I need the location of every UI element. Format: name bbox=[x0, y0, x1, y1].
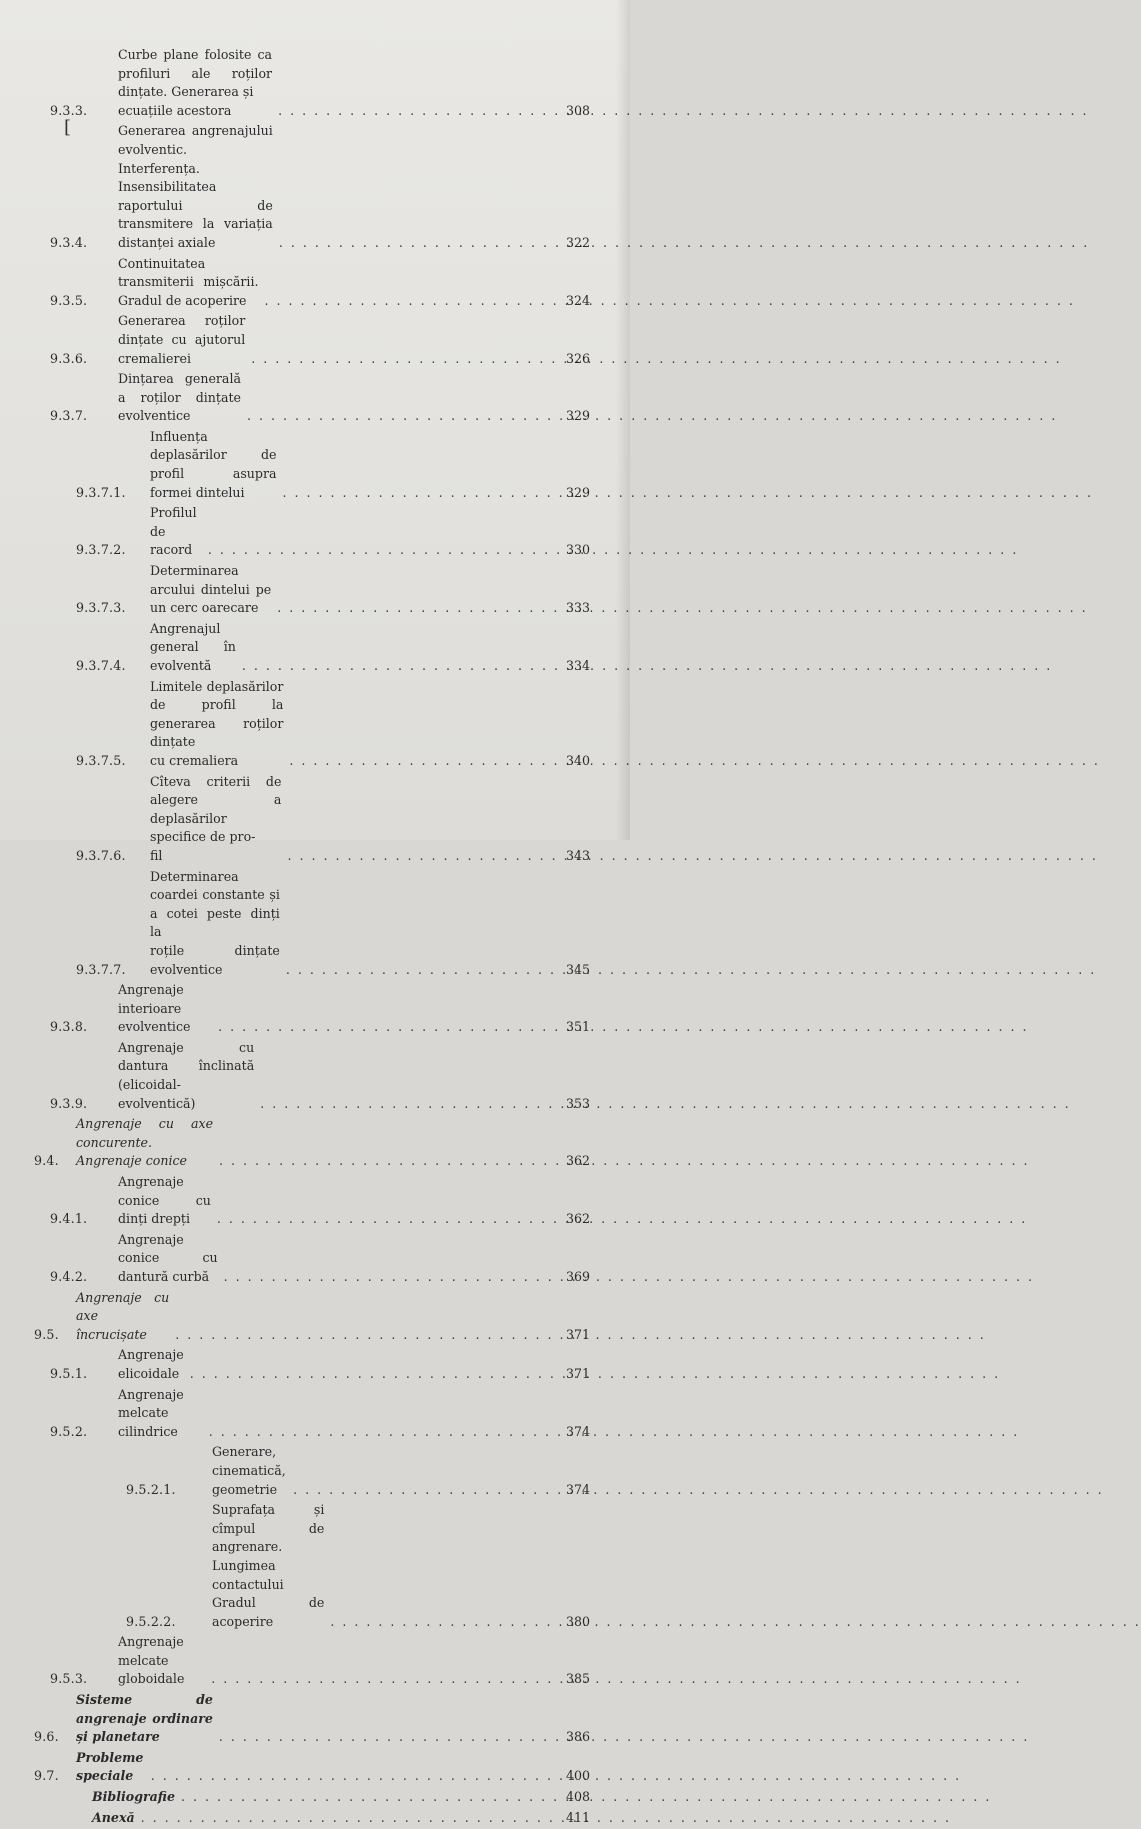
section-title: Angrenaje cu axe concurente. Angrenaje conice bbox=[76, 1116, 214, 1169]
toc-entry bbox=[0, 1173, 630, 1229]
section-title: Determinarea arcului dintelui pe un cerc oarecare bbox=[150, 563, 272, 616]
section-number: 9.7. bbox=[34, 1768, 59, 1784]
toc-entry bbox=[0, 1633, 630, 1689]
section-number: 9.3.7.7. bbox=[76, 961, 126, 977]
toc-entry bbox=[0, 1749, 630, 1786]
page-number: 374 bbox=[565, 1423, 590, 1439]
section-title: Angrenaje melcate globoidale bbox=[118, 1634, 185, 1687]
section-number: 9.5.3. bbox=[50, 1671, 88, 1687]
section-number: 9.6. bbox=[34, 1729, 59, 1745]
dot-leader bbox=[324, 1613, 582, 1632]
dot-leader bbox=[212, 1018, 582, 1037]
section-number: 9.5.2.1. bbox=[126, 1481, 176, 1497]
toc-entry bbox=[0, 504, 630, 560]
section-title: Angrenaje interioare evolventice bbox=[118, 982, 191, 1035]
section-number: 9.3.7.6. bbox=[76, 847, 126, 863]
section-number: 9.5.2. bbox=[50, 1423, 88, 1439]
section-number: 9.3.5. bbox=[50, 292, 88, 308]
page-number: 334 bbox=[565, 658, 590, 673]
toc-entry bbox=[0, 255, 630, 311]
dot-leader bbox=[254, 1095, 582, 1114]
dot-leader bbox=[245, 350, 582, 369]
toc-entry bbox=[0, 1346, 630, 1383]
dot-leader bbox=[135, 1809, 582, 1828]
section-title: Anexă bbox=[92, 1809, 135, 1825]
section-number: 9.3.7.4. bbox=[76, 658, 126, 673]
section-number: 9.3.4. bbox=[50, 234, 88, 250]
section-title: Angrenaje cu dantura înclinată (elicoidal-evolventică) bbox=[118, 1039, 255, 1111]
dot-leader bbox=[283, 752, 582, 771]
section-number: 9.3.8. bbox=[50, 1019, 88, 1035]
section-title: Angrenaje conice cu dinți drepți bbox=[118, 1174, 211, 1227]
section-title: Dințarea generală a roților dințate evolventice bbox=[118, 371, 241, 424]
section-number: 9.3.7. bbox=[50, 408, 88, 424]
section-title: Angrenaje elicoidale bbox=[118, 1347, 184, 1381]
section-number: 9.3.7.1. bbox=[76, 484, 126, 500]
page-number: 380 bbox=[565, 1613, 590, 1629]
section-number: 9.3.3. bbox=[50, 102, 88, 118]
toc-entry bbox=[0, 1691, 630, 1747]
toc-entry bbox=[0, 1289, 630, 1345]
section-number: 9.3.6. bbox=[50, 350, 88, 366]
section-number: 9.4.2. bbox=[50, 1269, 88, 1284]
section-number: 9.3.7.2. bbox=[76, 542, 126, 558]
page-number: 343 bbox=[565, 847, 590, 863]
section-title: Curbe plane folosite ca profiluri ale roților dințate. Generarea și ecuațiile acestora bbox=[118, 47, 273, 118]
page-number: 308 bbox=[565, 102, 590, 118]
section-title: Generarea angrenajului evolventic. Interferența. Insensibilitatea raportului de transmitere la variația distanței axiale bbox=[118, 123, 273, 250]
toc-entry bbox=[0, 868, 630, 980]
section-number: 9.4.1. bbox=[50, 1211, 88, 1227]
toc-entry bbox=[0, 678, 630, 771]
toc-entry bbox=[0, 1039, 630, 1113]
toc-entry bbox=[0, 773, 630, 866]
section-title: Cîteva criterii de alegere a deplasărilor specifice de pro- fil bbox=[150, 773, 282, 863]
page-number: 374 bbox=[565, 1481, 590, 1497]
toc-entry bbox=[0, 1231, 630, 1287]
dot-leader bbox=[281, 847, 582, 866]
page-number: 351 bbox=[565, 1019, 590, 1035]
dot-leader bbox=[175, 1788, 582, 1807]
section-title: Generare, cinematică, geometrie bbox=[212, 1444, 286, 1497]
page-number: 411 bbox=[565, 1809, 590, 1825]
page-number: 385 bbox=[565, 1671, 590, 1687]
section-number: 9.3.7.5. bbox=[76, 752, 126, 768]
dot-leader bbox=[203, 1423, 582, 1442]
section-title: Angrenajul general în evolventă bbox=[150, 620, 236, 673]
dot-leader bbox=[213, 1728, 582, 1747]
page-number: 329 bbox=[565, 484, 590, 500]
page-number: 353 bbox=[565, 1095, 590, 1111]
dot-leader bbox=[211, 1210, 582, 1229]
page-number: 400 bbox=[565, 1768, 590, 1784]
toc-entry bbox=[0, 562, 630, 618]
toc-entry bbox=[0, 1115, 630, 1171]
section-number: 9.3.7.3. bbox=[76, 600, 126, 616]
section-title: Angrenaje conice cu dantură curbă bbox=[118, 1231, 218, 1284]
dot-leader bbox=[236, 657, 582, 676]
dot-leader bbox=[169, 1326, 582, 1345]
page-number: 326 bbox=[565, 350, 590, 366]
section-number: 9.5. bbox=[34, 1326, 59, 1342]
toc-entry bbox=[0, 312, 630, 368]
dot-leader bbox=[258, 292, 582, 311]
toc-entry bbox=[0, 1501, 630, 1631]
toc-entry bbox=[0, 370, 630, 426]
dot-leader bbox=[271, 599, 582, 618]
dot-leader bbox=[213, 1152, 582, 1171]
page-number: 362 bbox=[565, 1153, 590, 1169]
section-title: Generarea roților dințate cu ajutorul cremalierei bbox=[118, 313, 246, 366]
section-title: Sisteme de angrenaje ordinare și planetare bbox=[76, 1692, 213, 1745]
toc-entry bbox=[0, 1443, 630, 1499]
section-number: 9.3.9. bbox=[50, 1095, 88, 1111]
section-title: Continuitatea transmiterii mișcării. Gradul de acoperire bbox=[118, 255, 259, 308]
section-title: Suprafața și cîmpul de angrenare. Lungimea contactului Gradul de acoperire bbox=[212, 1502, 325, 1629]
dot-leader bbox=[205, 1670, 582, 1689]
toc-entry bbox=[0, 46, 630, 120]
toc-entry bbox=[0, 1788, 630, 1807]
page-number: 340 bbox=[565, 752, 590, 768]
section-title: Angrenaje cu axe încrucișate bbox=[76, 1289, 170, 1342]
margin-mark: [ bbox=[64, 117, 72, 139]
page-number: 333 bbox=[565, 600, 590, 616]
section-title: Angrenaje melcate cilindrice bbox=[118, 1386, 184, 1439]
page-number: 362 bbox=[565, 1211, 590, 1227]
section-title: Probleme speciale bbox=[76, 1749, 144, 1784]
toc-entry bbox=[0, 1809, 630, 1828]
toc-entry bbox=[0, 428, 630, 502]
section-number: 9.5.2.2. bbox=[126, 1613, 176, 1629]
page-number: 386 bbox=[565, 1729, 590, 1745]
toc-entry bbox=[0, 620, 630, 676]
page-number: 369 bbox=[565, 1269, 590, 1284]
dot-leader bbox=[218, 1268, 582, 1287]
page-number: 408 bbox=[565, 1789, 590, 1805]
page-number: 371 bbox=[565, 1365, 590, 1381]
page-number: 324 bbox=[565, 292, 590, 308]
page-number: 330 bbox=[565, 542, 590, 558]
section-title: Influența deplasărilor de profil asupra formei dintelui bbox=[150, 428, 277, 500]
dot-leader bbox=[273, 234, 582, 253]
page-number: 371 bbox=[565, 1326, 590, 1342]
table-of-contents bbox=[0, 46, 630, 1829]
dot-leader bbox=[280, 961, 582, 980]
page-number: 345 bbox=[565, 961, 590, 977]
section-title: Bibliografie bbox=[92, 1789, 175, 1805]
section-title: Determinarea coardei constante și a cotei peste dinți la roțile dințate evolventice bbox=[150, 868, 280, 977]
dot-leader bbox=[184, 1365, 582, 1384]
section-number: 9.5.1. bbox=[50, 1365, 88, 1381]
dot-leader bbox=[145, 1767, 582, 1786]
section-title: Profilul de racord bbox=[150, 505, 197, 558]
toc-entry bbox=[0, 1386, 630, 1442]
dot-leader bbox=[287, 1481, 582, 1500]
page-number: 329 bbox=[565, 408, 590, 424]
dot-leader bbox=[241, 407, 582, 426]
toc-entry bbox=[0, 117, 630, 252]
dot-leader bbox=[202, 541, 582, 560]
section-number: 9.4. bbox=[34, 1153, 59, 1169]
dot-leader bbox=[277, 484, 582, 503]
toc-entry bbox=[0, 981, 630, 1037]
section-title: Limitele deplasărilor de profil la generarea roților dințate cu cremaliera bbox=[150, 678, 284, 768]
page-number: 322 bbox=[565, 234, 590, 250]
dot-leader bbox=[272, 102, 582, 121]
